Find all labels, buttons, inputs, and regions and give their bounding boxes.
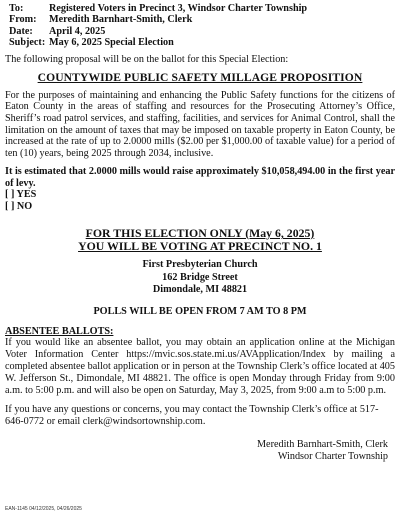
memo-header <box>5 3 395 49</box>
signature-org: Windsor Charter Township <box>277 450 388 462</box>
memo-from-value: Meredith Barnhart-Smith, Clerk <box>49 14 193 26</box>
intro-text: The following proposal will be on the ballot for this Special Election: <box>5 53 289 65</box>
polls-hours: POLLS WILL BE OPEN FROM 7 AM TO 8 PM <box>93 306 307 318</box>
yes-option: [ ] YES <box>5 189 37 201</box>
memo-to-label: To: <box>9 3 24 14</box>
memo-date-row <box>5 26 395 37</box>
memo-from-row <box>5 14 395 25</box>
footer-code: EAN-1145 04/12/2025, 04/26/2025 <box>5 506 82 512</box>
absentee-text: If you would like an absentee ballot, you may obtain an application online at the Michigan Voter Information Center https://mvic.sos.state.mi.us/AVApplication/Index by mailing a completed absentee ballot application or in person at the Township Clerk’s office located at 405 W. Jefferson St., Dimondale, MI 48821. The office is open Monday through Friday from 9:00 a.m. to 5:00 p.m. and will also be open on Saturday, May 3, 2025, from 9:00 a.m to 5:00 p.m. <box>5 337 395 396</box>
memo-to-value: Registered Voters in Precinct 3, Windsor Charter Township <box>49 3 308 14</box>
memo-subject-label: Subject: <box>9 37 46 49</box>
absentee-heading: ABSENTEE BALLOTS: <box>5 326 114 338</box>
memo-to-row <box>5 3 395 14</box>
proposal-body: For the purposes of maintaining and enhancing the Public Safety functions for the citizens of Eaton County in the areas of staffing and resources for the Prosecuting Attorney’s Office, Sheriff’s road patrol services, and staffing, facilities, and services for Animal Control, shall the limitation on the amount of taxes that may be imposed on taxable property in Eaton County, be increased at the rate of up to 2.0000 mills ($2.00 per $1,000.00 of taxable value) for a period of ten (10) years, being 2025 through 2034, inclusive. <box>5 89 395 160</box>
no-option: [ ] NO <box>5 201 33 213</box>
memo-subject-row <box>5 37 395 48</box>
levy-estimate: It is estimated that 2.0000 mills would raise approximately $10,058,494.00 in the first year of levy. <box>5 165 395 189</box>
polling-address <box>5 259 395 296</box>
memo-date-label: Date: <box>9 25 33 37</box>
signature-block <box>5 439 395 463</box>
memo-subject-value: May 6, 2025 Special Election <box>49 37 174 49</box>
election-heading-line1: FOR THIS ELECTION ONLY (May 6, 2025) <box>85 226 315 241</box>
contact-text: If you have any questions or concerns, you may contact the Township Clerk’s office at 517-646-0772 or email clerk@windsortownship.com. <box>5 403 379 427</box>
polling-city: Dimondale, MI 48821 <box>152 284 248 296</box>
polling-location-name: First Presbyterian Church <box>142 259 258 271</box>
election-heading-line2: YOU WILL BE VOTING AT PRECINCT NO. 1 <box>78 239 322 254</box>
proposal-title: COUNTYWIDE PUBLIC SAFETY MILLAGE PROPOSITION <box>37 70 363 84</box>
memo-from-label: From: <box>9 14 37 26</box>
memo-date-value: April 4, 2025 <box>49 25 106 37</box>
polling-street: 162 Bridge Street <box>162 271 238 283</box>
signature-name: Meredith Barnhart-Smith, Clerk <box>257 438 388 450</box>
election-heading <box>5 227 395 253</box>
